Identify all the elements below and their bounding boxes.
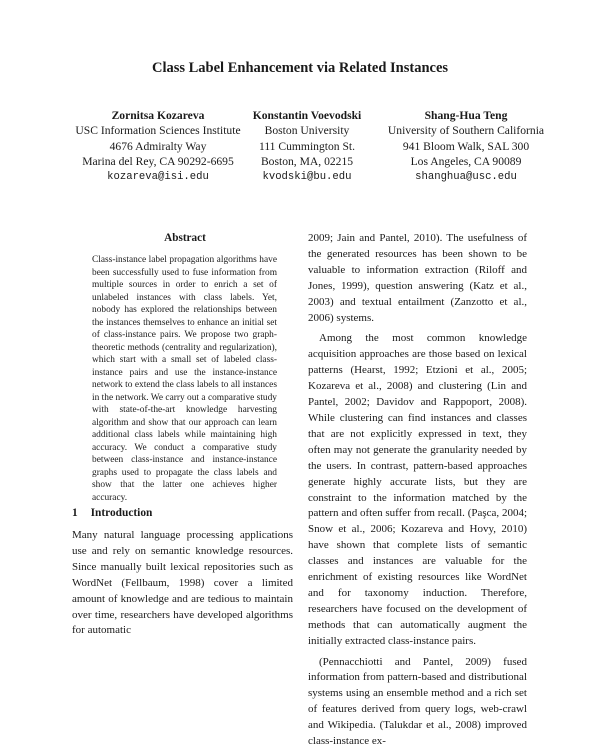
body-paragraph: Among the most common knowledge acquisition approaches are those based on lexical patterns (Hearst, 1992; Etzioni et al., 2005; Kozareva et al., 2008) and clustering (Lin and Pantel, 2002; Davidov and Rappoport, 2008). While clustering can find instances and classes that are not explicitly expressed in text, they often may not generate the granularity needed by the users. In contrast, pattern-based approaches generate highly accurate lists, but they are constraint to the information matched by the pattern and often suffer from recall. (Paşca, 2004; Snow et al., 2006; Kozareva and Hovy, 2010) have shown that complete lists of semantic classes and instances are valuable for the enrichment of existing resources like WordNet and for taxonomy induction. Therefore, researchers have focused on the development of methods that can automatically augment the initially extracted class-instance pairs. [308, 332, 527, 647]
section-title: Introduction [90, 507, 153, 519]
author-email: kozareva@isi.edu [107, 170, 209, 183]
author-address-line: Los Angeles, CA 90089 [410, 155, 522, 169]
author-affiliation: USC Information Sciences Institute [75, 124, 241, 138]
author-name: Zornitsa Kozareva [111, 109, 205, 122]
author-address-line: 111 Cummington St. [258, 139, 356, 153]
introduction-paragraph: Many natural language processing applications use and rely on semantic knowledge resources. Since manually built lexical repositories such as WordNet (Fellbaum, 1998) cover a limited amount of knowledge and are tedious to maintain over time, researchers have developed algorithms for automatic [72, 529, 293, 637]
author-address-line: 941 Bloom Walk, SAL 300 [402, 139, 530, 153]
author-block-voevodski [232, 108, 382, 185]
author-email: shanghua@usc.edu [415, 170, 517, 183]
author-affiliation: Boston University [264, 124, 350, 138]
abstract-text: Class-instance label propagation algorithms have been successfully used to fuse information from multiple sources in order to enrich a set of unlabeled instances with class labels. Yet, nobody has explored the relationships between the instances themselves to enhance an initial set of class-instance pairs. We propose two graph-theoretic methods (centrality and regularization), which start with a small set of labeled class-instance pairs and use the instance-instance network to extend the class labels to all instances in the network. We carry out a comparative study with state-of-the-art knowledge harvesting algorithm and show that our approach can learn additional class labels while maintaining high accuracy. We conduct a comparative study between class-instance and instance-instance graphs used to propagate the class labels and show that the latter one achieves higher accuracy. [92, 255, 277, 503]
author-address-line: 4676 Admiralty Way [109, 139, 207, 153]
author-block-kozareva [58, 108, 258, 185]
author-affiliation: University of Southern California [387, 124, 545, 138]
author-name: Konstantin Voevodski [252, 109, 362, 122]
section-number: 1 [72, 507, 78, 519]
author-block-teng [362, 108, 570, 185]
section-heading-introduction [72, 507, 152, 519]
body-paragraph: 2009; Jain and Pantel, 2010). The usefulness of the generated resources has been shown to be valuable to information extraction (Riloff and Jones, 1999), question answering (Katz et al., 2003) and textual entailment (Zanzotto et al., 2006) systems. [308, 232, 527, 324]
paper-title: Class Label Enhancement via Related Instances [151, 60, 449, 76]
right-column [308, 231, 527, 750]
author-address-line: Marina del Rey, CA 90292-6695 [82, 155, 234, 169]
body-paragraph: (Pennacchiotti and Pantel, 2009) fused information from pattern-based and distributional systems using an ensemble method and a rich set of features derived from query logs, web-crawl and Wikipedia. (Talukdar et al., 2008) improved class-instance ex- [308, 655, 527, 748]
author-email: kvodski@bu.edu [262, 170, 352, 183]
abstract-heading: Abstract [164, 232, 206, 244]
author-name: Shang-Hua Teng [424, 109, 508, 122]
author-address-line: Boston, MA, 02215 [260, 155, 354, 169]
